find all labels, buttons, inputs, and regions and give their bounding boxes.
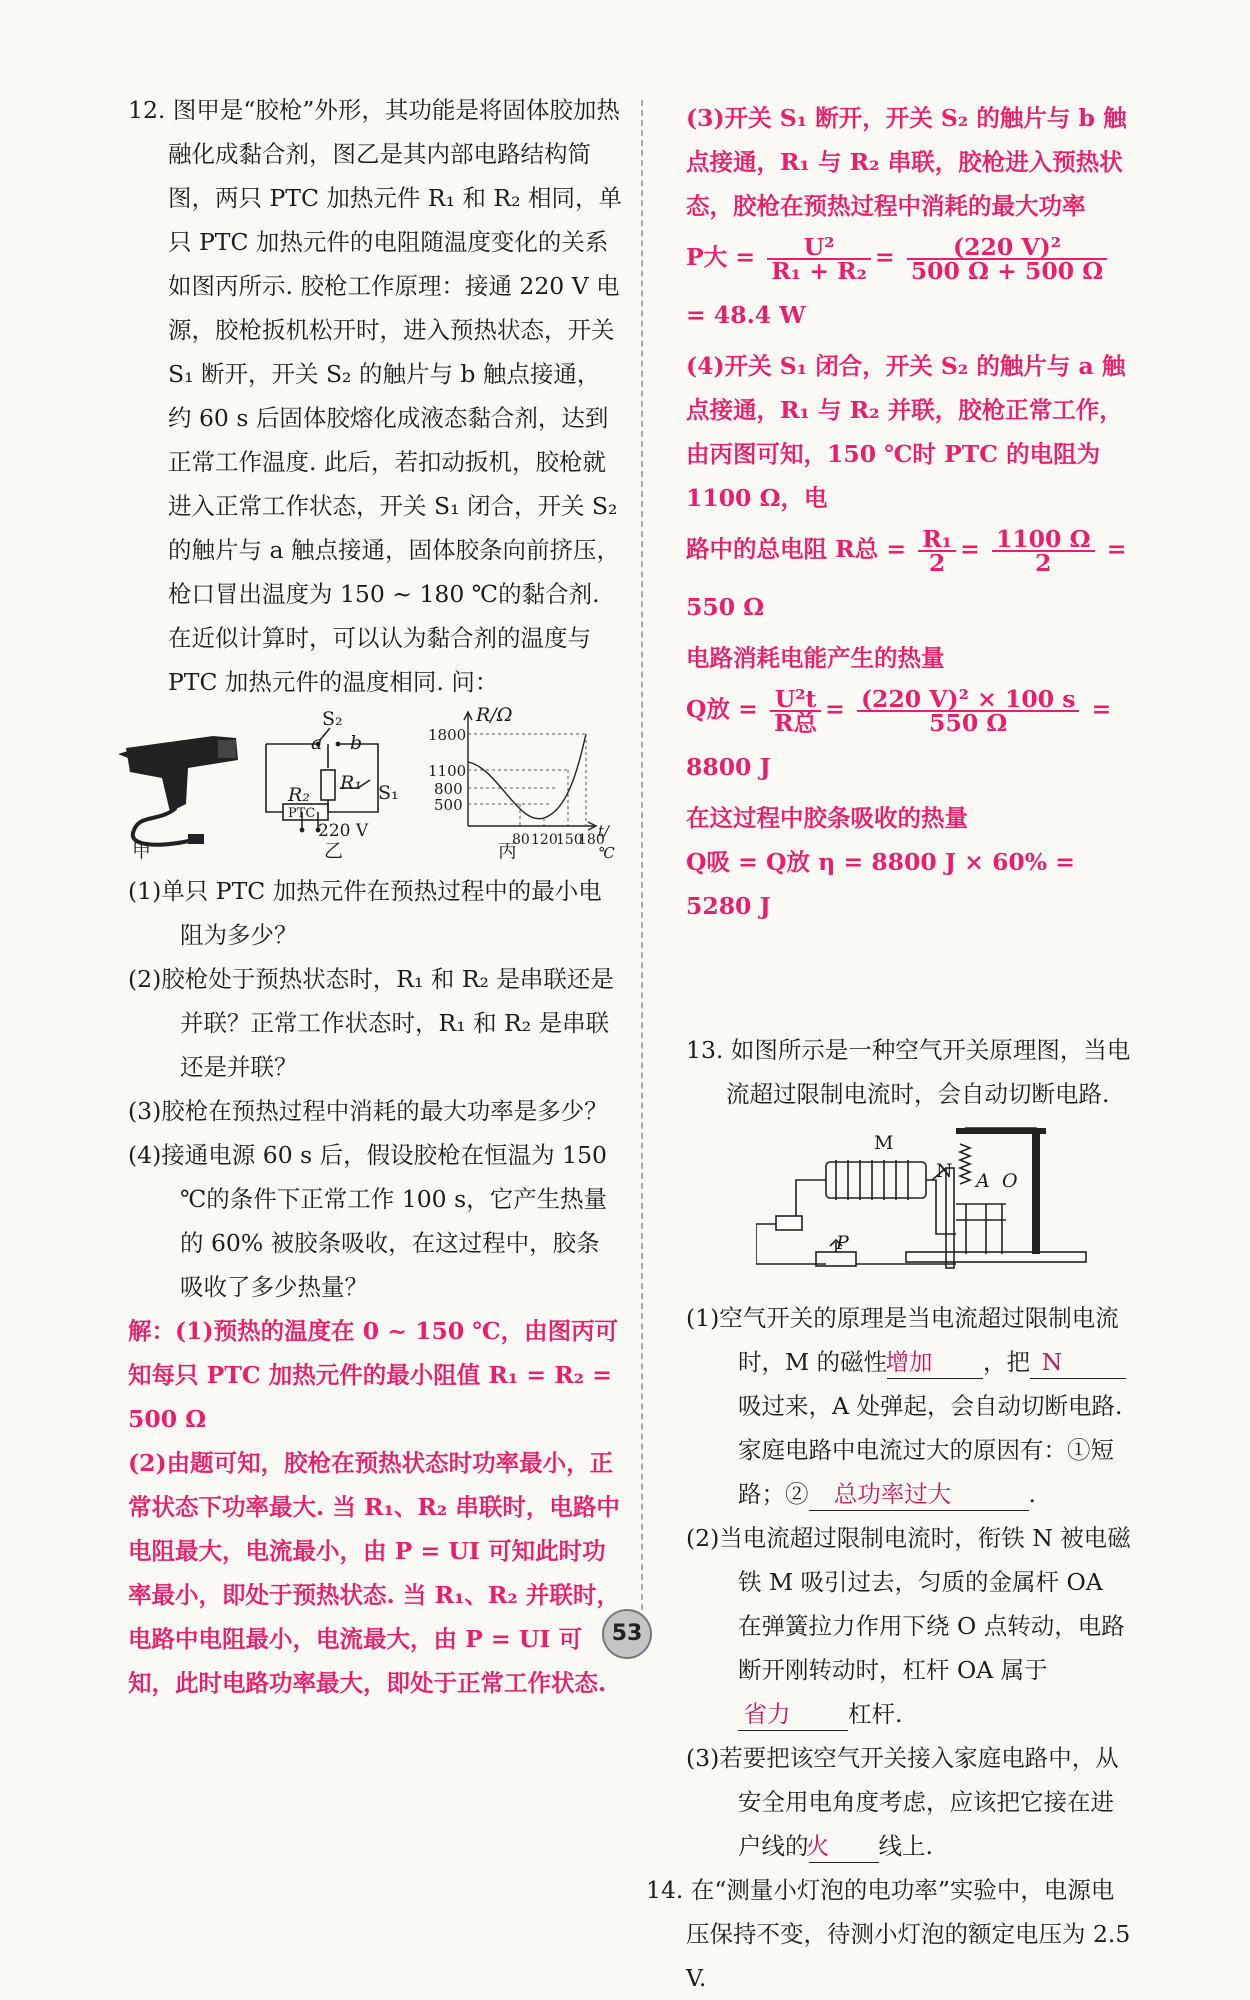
q13-sub3-text-b: 线上. — [878, 1832, 933, 1860]
fraction-numerator: U²t — [770, 688, 821, 712]
eq-heat-result: = 8800 J — [686, 695, 1112, 781]
q13-sub3 — [686, 1736, 1131, 1868]
q12-answer-4-absorb-label: 在这过程中胶条吸收的热量 — [686, 804, 968, 832]
fig-label-y-tick-500: 500 — [434, 796, 463, 814]
q13-blank-lever-type: 省力 — [738, 1698, 848, 1731]
q13-blank-magnetism: 增加 — [887, 1346, 983, 1379]
fig-label-s1: S₁ — [378, 782, 399, 804]
fig-label-a: A — [976, 1170, 990, 1192]
eq-power-lhs: P大 = — [686, 243, 756, 271]
q12-answer-4-heat-label: 电路消耗电能产生的热量 — [686, 644, 945, 672]
fig-label-y-tick-1800: 1800 — [428, 726, 467, 744]
fraction-numerator: R₁ — [918, 528, 956, 552]
fig-label-bing: 丙 — [498, 840, 518, 862]
fig-label-y-axis: R/Ω — [476, 704, 513, 726]
column-divider — [641, 100, 643, 1640]
q12-answer-4: (4)开关 S₁ 闭合，开关 S₂ 的触片与 a 触点接通，R₁ 与 R₂ 并联，胶枪正常工作，由丙图可知，150 ℃时 PTC 的电阻为 1100 Ω，电 — [686, 352, 1126, 512]
q13-sub1-text-b: ，把 — [983, 1348, 1031, 1376]
q12-answer-2: (2)由题可知，胶枪在预热状态时功率最小，正常状态下功率最大. 当 R₁、R₂ 串联时，电路中电阻最大，电流最小，由 P = UI 可知此时功率最小，即处于预热状态. 当 R₁、R₂ 并联时，电路中电阻最小，电流最大，由 P = UI 可知，此时电路功率最大，即处于正常工作状态. — [128, 1449, 620, 1697]
q13-blank-armature: N — [1030, 1346, 1126, 1379]
q12-sub4: (4)接通电源 60 s 后，假设胶枪在恒温为 150 ℃的条件下正常工作 100 s，它产生热量的 60% 被胶条吸收，在这过程中，胶条吸收了多少热量？ — [128, 1141, 608, 1301]
fraction-denominator: 2 — [929, 548, 946, 577]
air-switch-diagram — [756, 1124, 1106, 1289]
q13-sub1-text-a: (1)空气开关的原理是当电流超过限制电流时，M 的磁性 — [686, 1304, 1119, 1376]
q13-sub1-text-d: . — [1028, 1480, 1036, 1508]
q13-sub2-text-a: (2)当电流超过限制电流时，衔铁 N 被电磁铁 M 吸引过去，匀质的金属杆 OA 在弹簧拉力作用下绕 O 点转动，电路断开刚转动时，杠杆 OA 属于 — [686, 1524, 1131, 1684]
fig-label-x-tick-120: 120 — [531, 832, 558, 848]
q12-stem: 12. 图甲是“胶枪”外形，其功能是将固体胶加热融化成黏合剂，图乙是其内部电路结构简图，两只 PTC 加热元件 R₁ 和 R₂ 相同，单只 PTC 加热元件的电阻随温度变化的关系如图丙所示. 胶枪工作原理：接通 220 V 电源，胶枪扳机松开时，进入预热状态，开关 S₁ 断开，开关 S₂ 的触片与 b 触点接通，约 60 s 后固体胶熔化成液态黏合剂，达到正常工作温度. 此后，若扣动扳机，胶枪就进入正常工作状态，开关 S₁ 闭合，开关 S₂ 的触片与 a 触点接通，固体胶条向前挤压，枪口冒出温度为 150 ~ 180 ℃的黏合剂. 在近似计算时，可以认为黏合剂的温度与 PTC 加热元件的温度相同. 问： — [128, 96, 623, 696]
fraction-numerator: U² — [767, 236, 871, 260]
q12-answer-4-heat-equation: Q放 = $\frac{\text{U²t}}{\text{R总}}$ = $\frac{\text{(220 V)² × 100 s}}{550 \Omega}$ = 8800 J — [686, 684, 1112, 781]
fig-label-n: N — [936, 1160, 953, 1182]
fig-label-ptc: PTC — [288, 806, 316, 821]
fraction-numerator: 1100 Ω — [992, 528, 1095, 552]
fig-label-r2: R₂ — [288, 784, 310, 806]
fig-label-x-axis: t/℃ — [598, 822, 615, 862]
q12-answer-1: 解：(1)预热的温度在 0 ~ 150 ℃，由图丙可知每只 PTC 加热元件的最小阻值 R₁ = R₂ = 500 Ω — [128, 1317, 619, 1433]
fig-label-x-tick-180: 180 — [578, 832, 605, 848]
q13-sub2-text-b: 杠杆. — [848, 1700, 903, 1728]
q13-sub1 — [686, 1296, 1131, 1516]
fig-label-y-tick-1100: 1100 — [428, 762, 467, 780]
fig-label-y-tick-800: 800 — [434, 780, 463, 798]
fig-label-volt: 220 V — [318, 821, 369, 841]
fig-label-o: O — [1002, 1170, 1018, 1192]
q13-figure — [686, 1120, 1131, 1290]
fig-label-x-tick-80: 80 — [512, 832, 530, 848]
q13-blank-cause: 总功率过大 — [809, 1478, 1029, 1511]
q12-sub2: (2)胶枪处于预热状态时，R₁ 和 R₂ 是串联还是并联？正常工作状态时，R₁ 和 R₂ 是串联还是并联？ — [128, 965, 614, 1081]
page-number: 53 — [602, 1609, 652, 1659]
fraction-numerator: (220 V)² — [907, 236, 1107, 260]
q13-sub1-text-c: 吸过来，A 处弹起，会自动切断电路. 家庭电路中电流过大的原因有：①短路；② — [738, 1392, 1123, 1508]
fraction-denominator: 2 — [1035, 548, 1052, 577]
fig-label-b: b — [350, 732, 363, 754]
glue-gun-figure — [118, 708, 248, 858]
eq-resistance-fraction-2 — [992, 524, 1095, 577]
q14-stem: 14. 在“测量小灯泡的电功率”实验中，电源电压保持不变，待测小灯泡的额定电压为 2.5 V. — [646, 1876, 1131, 1992]
fig-label-a: a — [311, 732, 323, 754]
fig-label-s2: S₂ — [322, 708, 343, 730]
q13-blank-wire: 火 — [809, 1830, 879, 1863]
fig-label-x-tick-150: 150 — [556, 832, 583, 848]
q12-answer-3-equation: P大 = $\frac{\text{U²}}{\text{R₁ + R₂}}$ = $\frac{\text{(220 V)²}}{500 \Omega + 500 \Omega}$ = 48.4 W — [686, 228, 1131, 344]
fig-label-r1: R₁ — [340, 772, 362, 794]
eq-resistance-lhs: 路中的总电阻 R总 = — [686, 535, 907, 563]
fig-label-m: M — [874, 1132, 894, 1154]
eq-power-fraction-1 — [767, 232, 871, 285]
eq-heat-fraction-2 — [857, 684, 1080, 737]
eq-resistance-result: = 550 Ω — [686, 535, 1127, 621]
fraction-numerator: (220 V)² × 100 s — [857, 688, 1080, 712]
fig-label-p: P — [836, 1232, 849, 1254]
q12-sub3: (3)胶枪在预热过程中消耗的最大功率是多少？ — [128, 1097, 608, 1125]
fraction-denominator: R总 — [774, 708, 818, 737]
q12-answer-4-absorb-equation: Q吸 = Q放 η = 8800 J × 60% = 5280 J — [686, 848, 1075, 920]
q12-sub1: (1)单只 PTC 加热元件在预热过程中的最小电阻为多少？ — [128, 877, 602, 949]
eq-heat-lhs: Q放 = — [686, 695, 758, 723]
fig-label-yi: 乙 — [324, 840, 344, 862]
eq-resistance-fraction-1 — [918, 524, 956, 577]
q12-answer-3: (3)开关 S₁ 断开，开关 S₂ 的触片与 b 触点接通，R₁ 与 R₂ 串联，胶枪进入预热状态，胶枪在预热过程中消耗的最大功率 — [686, 104, 1127, 220]
fraction-denominator: 500 Ω + 500 Ω — [910, 256, 1104, 285]
q13-stem: 13. 如图所示是一种空气开关原理图，当电流超过限制电流时，会自动切断电路. — [686, 1036, 1131, 1108]
fraction-denominator: 550 Ω — [929, 708, 1008, 737]
spacer — [686, 928, 1131, 1028]
q12-answer-4-resistance: 路中的总电阻 R总 = $\frac{\text{R₁}}{2}$ = $\frac{1100 \Omega}{2}$ = 550 Ω — [686, 524, 1127, 621]
right-column — [646, 96, 1131, 2000]
fig-label-jia: 甲 — [132, 840, 152, 862]
fraction-denominator: R₁ + R₂ — [771, 256, 867, 285]
q12-figures — [128, 704, 623, 863]
eq-power-result: = 48.4 W — [686, 301, 806, 329]
eq-heat-fraction-1 — [770, 684, 821, 737]
left-column — [128, 88, 623, 1705]
q13-sub3-text-a: (3)若要把该空气开关接入家庭电路中，从安全用电角度考虑，应该把它接在进户线的 — [686, 1744, 1119, 1860]
eq-power-fraction-2 — [907, 232, 1107, 285]
q13-sub2 — [686, 1516, 1131, 1736]
